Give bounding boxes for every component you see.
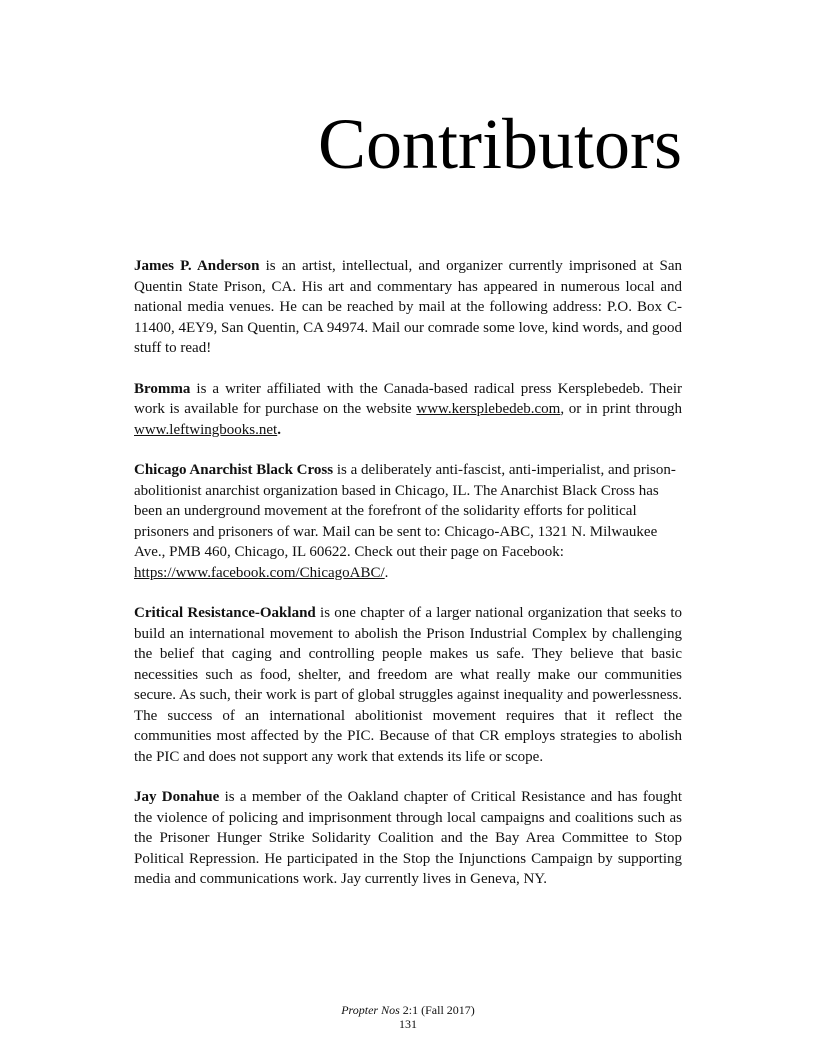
- contributor-bio: is a member of the Oakland chapter of Critical Resistance and has fought the violence of policing and imprisonment through local campaigns and coalitions such as the Prisoner Hunger Strike Solidarity Coalition and the Bay Area Committee to Stop Political Repression. He participated in the Stop the Injunctions Campaign by supporting media and communications work. Jay currently lives in Geneva, NY.: [134, 789, 682, 887]
- page-title: Contributors: [317, 104, 682, 184]
- facebook-link[interactable]: https://www.facebook.com/ChicagoABC/: [134, 564, 385, 581]
- contributor-bio: is one chapter of a larger national organization that seeks to build an international movement to abolish the Prison Industrial Complex by challenging the belief that caging and controlling people makes us safe. They believe that basic necessities such as food, shelter, and freedom are what really make our communities secure. As such, their work is part of global struggles against inequality and powerlessness. The success of an international abolitionist movement requires that it reflect the communities most affected by the PIC. Because of that CR employs strategies to abolish the PIC and does not support any work that extends its life or scope.: [134, 605, 682, 765]
- contributor-bio-end: .: [277, 421, 281, 438]
- contributor-bio: is an artist, intellectual, and organizer currently imprisoned at San Quentin State Prison, CA. His art and commentary has appeared in numerous local and national media venues. He can be reached by mail at the following address: P.O. Box C-11400, 4EY9, San Quentin, CA 94974. Mail our comrade some love, kind words, and good stuff to read!: [134, 258, 682, 356]
- journal-citation: [0, 1003, 816, 1017]
- contributor-bio: is a deliberately anti-fascist, anti-imperialist, and prison-abolitionist anarchist organization based in Chicago, IL. The Anarchist Black Cross has been an underground movement at the forefront of the solidarity efforts for political prisoners and prisoners of war. Mail can be sent to: Chicago-ABC, 1321 N. Milwaukee Ave., PMB 460, Chicago, IL 60622. Check out their page on Facebook:: [134, 462, 676, 560]
- contributor-name: Critical Resistance-Oakland: [134, 605, 316, 621]
- page-number: 131: [399, 1017, 417, 1031]
- contributor-name: James P. Anderson: [134, 258, 260, 274]
- journal-name: Propter Nos: [341, 1003, 400, 1017]
- page-footer: [0, 1003, 816, 1031]
- contributor-entry-bromma: [134, 379, 682, 441]
- kersplebedeb-link[interactable]: www.kersplebedeb.com: [416, 401, 561, 417]
- contributor-entry-critical-resistance: [134, 603, 682, 767]
- contributor-entry-james-anderson: [134, 256, 682, 359]
- contributor-name: Jay Donahue: [134, 789, 220, 805]
- contributor-bio-end: .: [384, 564, 389, 581]
- contributor-entry-jay-donahue: [134, 787, 682, 890]
- leftwingbooks-link[interactable]: www.leftwingbooks.net: [134, 421, 278, 438]
- contributor-name: Chicago Anarchist Black Cross: [134, 462, 334, 478]
- contributor-name: Bromma: [134, 380, 191, 397]
- contributor-bio-continued: , or in print through: [560, 401, 682, 417]
- contributor-bio: is a writer affiliated with the Canada-based radical press Kersplebedeb. Their work is available for purchase on the website: [134, 380, 682, 417]
- journal-issue: 2:1 (Fall 2017): [399, 1003, 475, 1017]
- contributor-entry-chicago-abc: [134, 460, 682, 583]
- contributors-list: [134, 256, 682, 910]
